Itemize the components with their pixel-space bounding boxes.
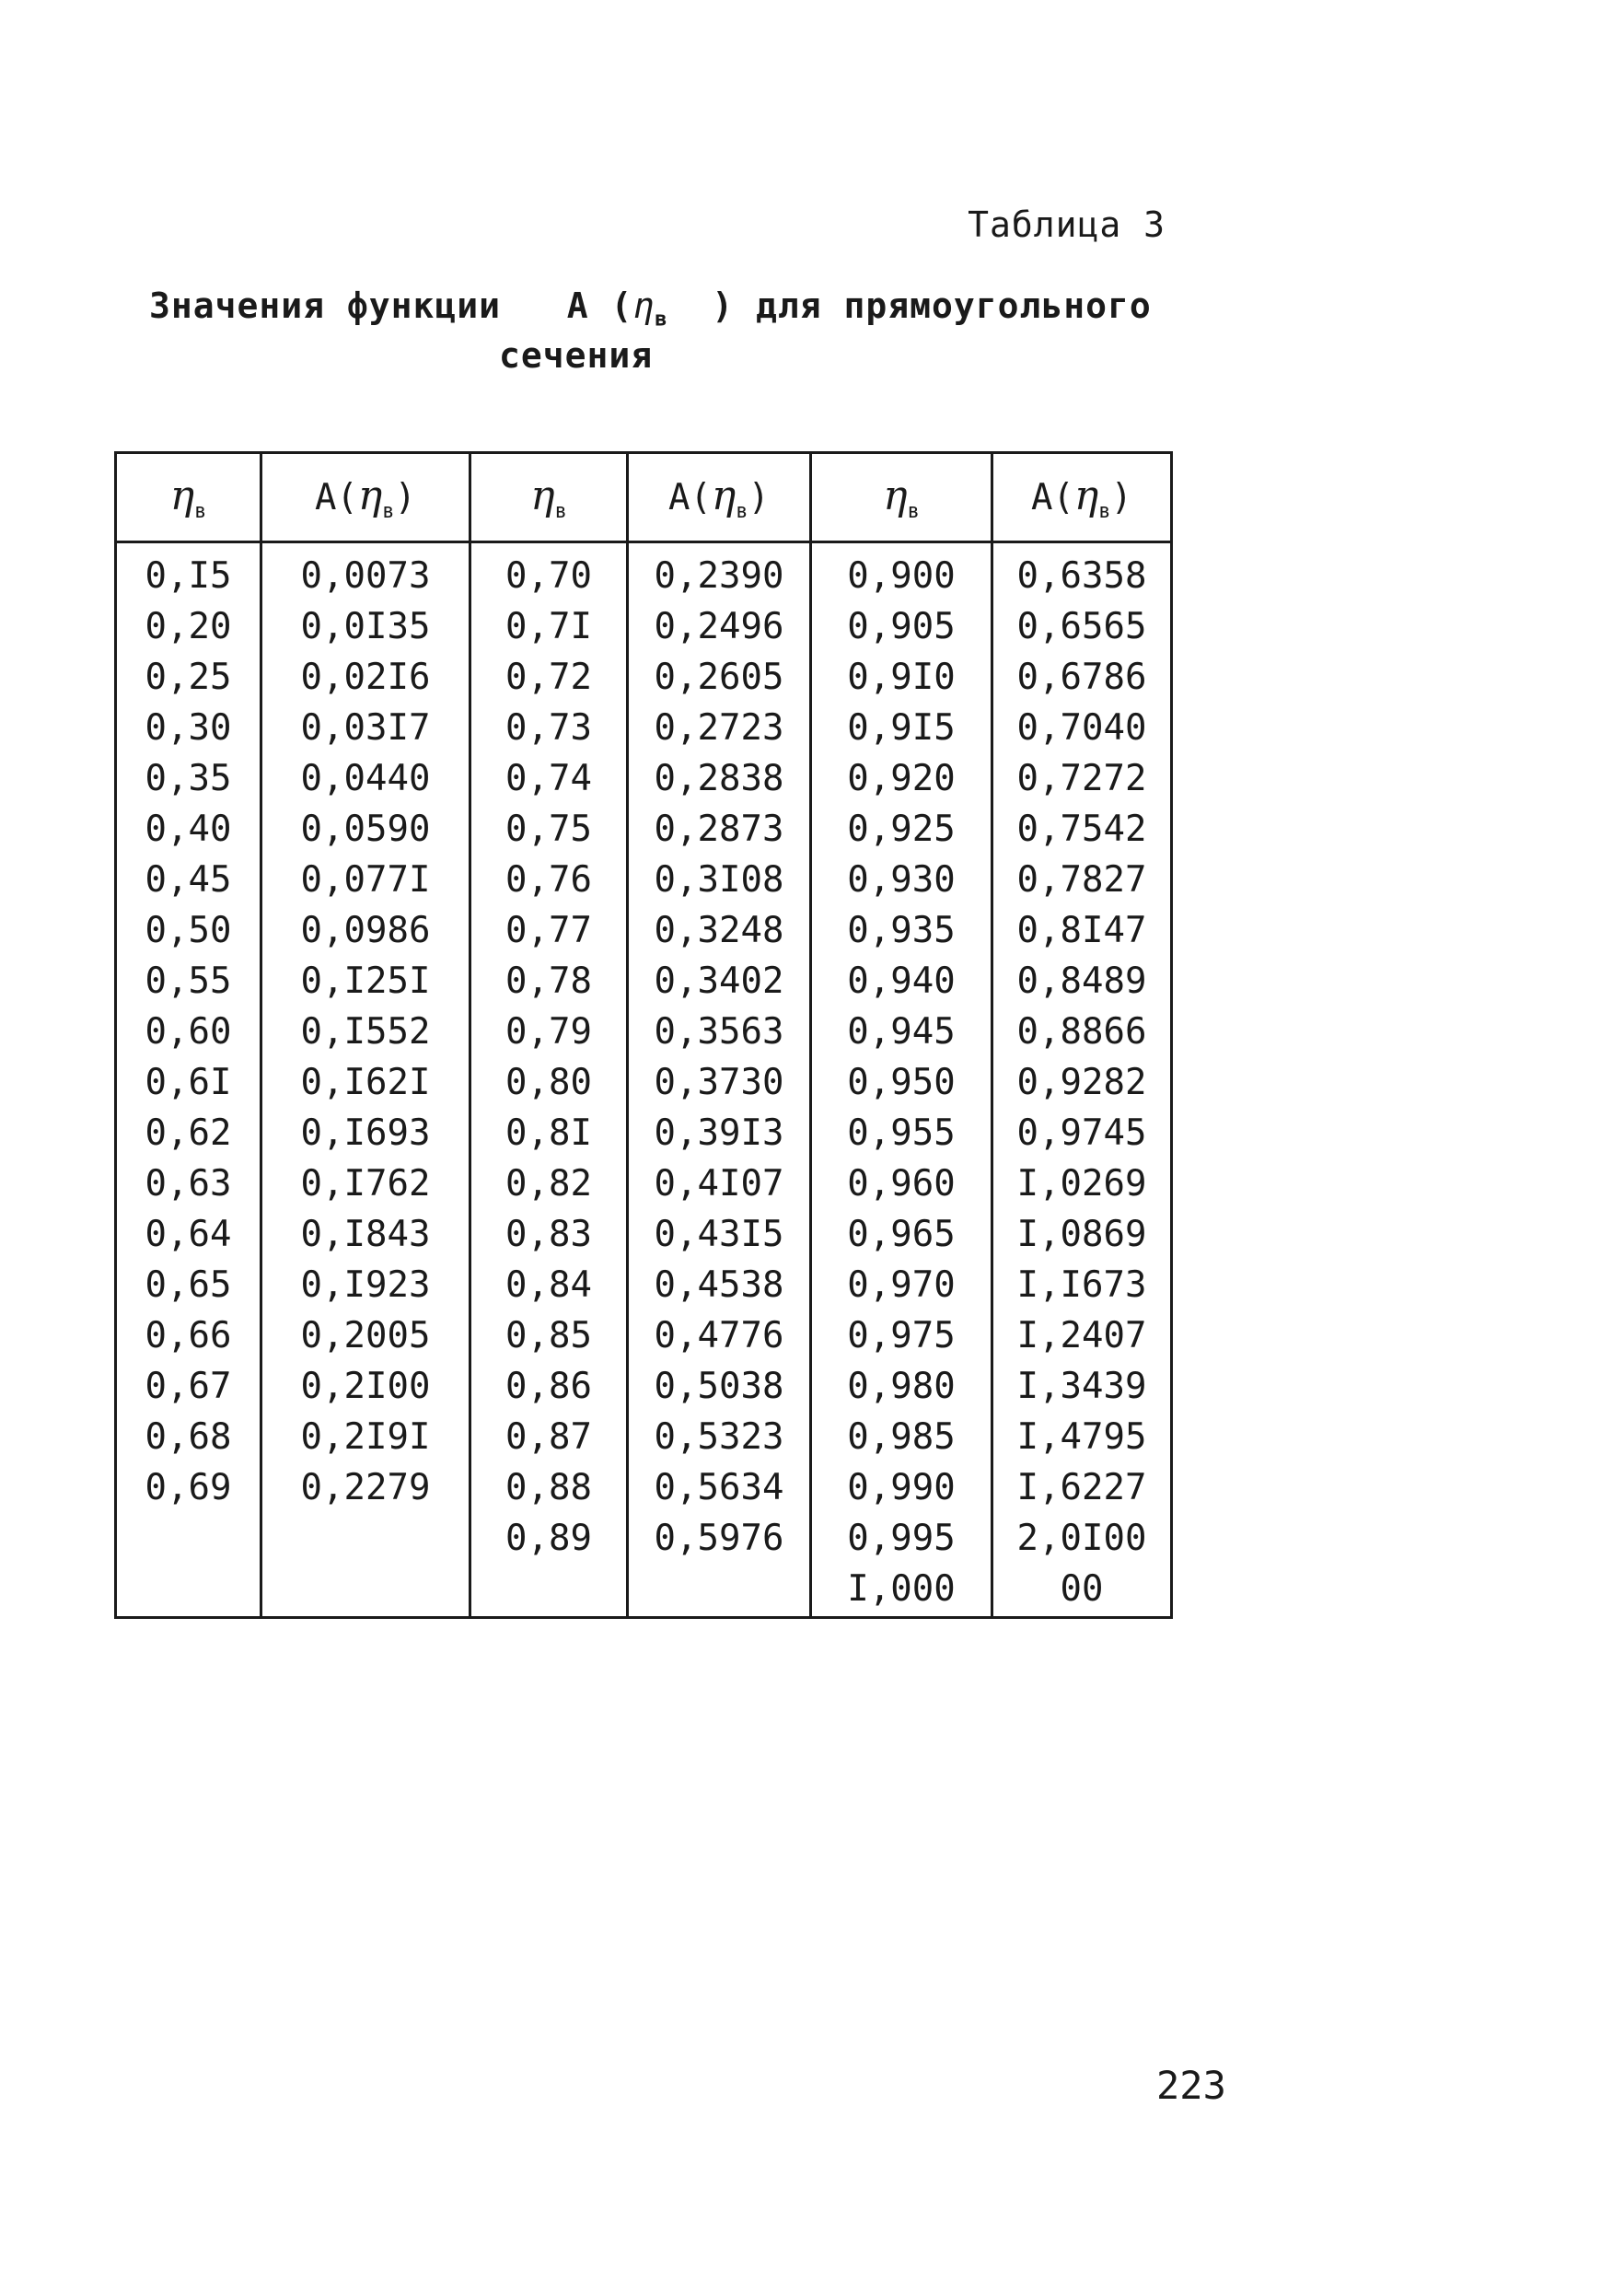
table-cell: 0,67 [116, 1361, 261, 1412]
table-cell [261, 1564, 470, 1618]
table-cell: I,3439 [992, 1361, 1172, 1412]
table-row [116, 1412, 1172, 1462]
table-cell: 0,43I5 [628, 1209, 811, 1260]
table-cell: I,6227 [992, 1462, 1172, 1513]
table-cell: 0,03I7 [261, 703, 470, 753]
table-cell: 0,I762 [261, 1158, 470, 1209]
table-cell: 0,945 [811, 1007, 992, 1057]
table-cell: 0,3248 [628, 905, 811, 956]
table-label: Таблица 3 [968, 204, 1166, 245]
table-row [116, 1564, 1172, 1618]
column-header-eta-symbol: η [357, 471, 383, 519]
table-cell: 0,7827 [992, 855, 1172, 905]
column-header-3: $A(\eta_в)$ [628, 453, 811, 542]
table-cell: 0,8I [470, 1108, 628, 1158]
table-cell: 0,9282 [992, 1057, 1172, 1108]
table-row [116, 1462, 1172, 1513]
title-eta-subscript: в [655, 308, 668, 332]
column-header-subscript: в [1098, 499, 1111, 523]
table-cell: 0,I5 [116, 542, 261, 602]
table-cell: 0,73 [470, 703, 628, 753]
table-cell: 0,905 [811, 601, 992, 652]
table-cell: 0,77 [470, 905, 628, 956]
table-cell: 2,0I00 [992, 1513, 1172, 1564]
table-cell: 0,2605 [628, 652, 811, 703]
table-cell: 0,0440 [261, 753, 470, 804]
column-header-subscript: в [907, 499, 920, 523]
table-cell: 0,8489 [992, 956, 1172, 1007]
column-header-subscript: в [736, 499, 748, 523]
table-cell: 0,5038 [628, 1361, 811, 1412]
table-cell: 0,0I35 [261, 601, 470, 652]
table-cell: 0,7I [470, 601, 628, 652]
table-cell: 0,82 [470, 1158, 628, 1209]
title-func: A [566, 285, 589, 326]
table-cell: 0,6I [116, 1057, 261, 1108]
table-cell: 0,0073 [261, 542, 470, 602]
table-cell: 0,9745 [992, 1108, 1172, 1158]
table-cell: 0,35 [116, 753, 261, 804]
table-cell: 0,4I07 [628, 1158, 811, 1209]
table-cell: 0,64 [116, 1209, 261, 1260]
table-cell: 0,975 [811, 1310, 992, 1361]
table-cell: I,4795 [992, 1412, 1172, 1462]
table-cell: 0,68 [116, 1412, 261, 1462]
table-row [116, 1209, 1172, 1260]
table-cell: 0,I552 [261, 1007, 470, 1057]
table-cell: 0,9I0 [811, 652, 992, 703]
table-cell: 0,3563 [628, 1007, 811, 1057]
table-cell: 0,69 [116, 1462, 261, 1513]
table-cell: 0,02I6 [261, 652, 470, 703]
title-eta-symbol: η [632, 285, 655, 326]
table-cell: 0,6358 [992, 542, 1172, 602]
column-header-subscript: в [382, 499, 395, 523]
table-cell: 0,72 [470, 652, 628, 703]
table-cell: 0,39I3 [628, 1108, 811, 1158]
column-header-4 [811, 453, 992, 542]
table-header-row [116, 453, 1172, 542]
table-cell: 0,79 [470, 1007, 628, 1057]
table-cell: 0,077I [261, 855, 470, 905]
table-row [116, 703, 1172, 753]
table-cell: 0,5634 [628, 1462, 811, 1513]
table-cell: 0,2838 [628, 753, 811, 804]
table-cell: 0,74 [470, 753, 628, 804]
table-cell: 0,50 [116, 905, 261, 956]
column-header-2 [470, 453, 628, 542]
table-cell: 0,995 [811, 1513, 992, 1564]
column-header-prefix: A( [667, 476, 712, 518]
table-cell: 0,2496 [628, 601, 811, 652]
table-cell: 0,5976 [628, 1513, 811, 1564]
table-row [116, 542, 1172, 602]
table-cell: 0,980 [811, 1361, 992, 1412]
table-cell: 0,76 [470, 855, 628, 905]
table-cell: 0,950 [811, 1057, 992, 1108]
table-cell: 0,55 [116, 956, 261, 1007]
table-cell: 0,900 [811, 542, 992, 602]
table-row [116, 1260, 1172, 1310]
column-header-1: $A(\eta_в)$ [261, 453, 470, 542]
title-line2: сечения [499, 334, 654, 376]
column-header-subscript: в [554, 499, 567, 523]
table-cell: 0,2723 [628, 703, 811, 753]
table-row [116, 601, 1172, 652]
table-cell: 0,920 [811, 753, 992, 804]
values-table [114, 451, 1173, 1619]
table-cell [628, 1564, 811, 1618]
table-cell: 0,990 [811, 1462, 992, 1513]
table-cell: I,0269 [992, 1158, 1172, 1209]
table-cell [261, 1513, 470, 1564]
table-cell: 0,I25I [261, 956, 470, 1007]
table-cell: 0,63 [116, 1158, 261, 1209]
column-header-prefix: A( [314, 476, 358, 518]
table-cell: 0,80 [470, 1057, 628, 1108]
table-row [116, 855, 1172, 905]
table-cell: 0,84 [470, 1260, 628, 1310]
table-cell: 0,960 [811, 1158, 992, 1209]
table-row [116, 1361, 1172, 1412]
table-row [116, 1158, 1172, 1209]
table-cell: 0,3402 [628, 956, 811, 1007]
table-cell: 0,I693 [261, 1108, 470, 1158]
table-cell: 00 [992, 1564, 1172, 1618]
table-cell: 0,2279 [261, 1462, 470, 1513]
table-row [116, 1310, 1172, 1361]
table-cell: 0,70 [470, 542, 628, 602]
table-cell: 0,2873 [628, 804, 811, 855]
table-cell: 0,2390 [628, 542, 811, 602]
table-cell: 0,2005 [261, 1310, 470, 1361]
table-cell: I,0869 [992, 1209, 1172, 1260]
table-cell: 0,87 [470, 1412, 628, 1462]
title-suffix: для прямоугольного [756, 285, 1152, 326]
column-header-prefix: A( [1030, 476, 1074, 518]
table-cell: 0,45 [116, 855, 261, 905]
table-row [116, 1108, 1172, 1158]
table-row [116, 1007, 1172, 1057]
column-header-eta-symbol: η [169, 471, 195, 519]
table-row [116, 1057, 1172, 1108]
table-cell: 0,935 [811, 905, 992, 956]
table-cell: 0,60 [116, 1007, 261, 1057]
table-cell: 0,86 [470, 1361, 628, 1412]
table-cell: 0,930 [811, 855, 992, 905]
table-body [116, 542, 1172, 1618]
table-cell: I,2407 [992, 1310, 1172, 1361]
table-cell: 0,85 [470, 1310, 628, 1361]
table-cell [470, 1564, 628, 1618]
table-cell: 0,I843 [261, 1209, 470, 1260]
column-header-eta-symbol: η [711, 471, 737, 519]
table-row [116, 956, 1172, 1007]
table-cell: 0,2I9I [261, 1412, 470, 1462]
table-row [116, 1513, 1172, 1564]
table-row [116, 753, 1172, 804]
table-cell: 0,7272 [992, 753, 1172, 804]
table-cell: 0,88 [470, 1462, 628, 1513]
table-cell: 0,3I08 [628, 855, 811, 905]
table-cell: 0,0986 [261, 905, 470, 956]
table-cell: 0,8866 [992, 1007, 1172, 1057]
table-cell: 0,20 [116, 601, 261, 652]
table-cell: 0,I923 [261, 1260, 470, 1310]
table-cell: 0,6786 [992, 652, 1172, 703]
table-cell: 0,955 [811, 1108, 992, 1158]
table-cell: 0,4538 [628, 1260, 811, 1310]
column-header-eta-symbol: η [530, 471, 555, 519]
table-row [116, 905, 1172, 956]
table-cell: 0,7040 [992, 703, 1172, 753]
column-header-5: $A(\eta_в)$ [992, 453, 1172, 542]
table-cell: 0,925 [811, 804, 992, 855]
table-cell [116, 1564, 261, 1618]
table-cell: 0,40 [116, 804, 261, 855]
table-cell: 0,I62I [261, 1057, 470, 1108]
table-cell: 0,3730 [628, 1057, 811, 1108]
column-header-eta-symbol: η [883, 471, 908, 519]
table-title: Значения функции A ($\eta_в$ ) для прямоугольного сечения [149, 285, 1152, 376]
table-cell: 0,6565 [992, 601, 1172, 652]
table-cell: I,I673 [992, 1260, 1172, 1310]
table-cell: 0,83 [470, 1209, 628, 1260]
table-cell: I,000 [811, 1564, 992, 1618]
table-cell: 0,940 [811, 956, 992, 1007]
table-cell: 0,965 [811, 1209, 992, 1260]
table-cell: 0,8I47 [992, 905, 1172, 956]
table-cell: 0,970 [811, 1260, 992, 1310]
table-cell: 0,9I5 [811, 703, 992, 753]
table-cell: 0,62 [116, 1108, 261, 1158]
column-header-subscript: в [194, 499, 207, 523]
table-cell: 0,4776 [628, 1310, 811, 1361]
table-row [116, 804, 1172, 855]
table-cell: 0,7542 [992, 804, 1172, 855]
table-cell: 0,66 [116, 1310, 261, 1361]
table-cell: 0,65 [116, 1260, 261, 1310]
column-header-0 [116, 453, 261, 542]
table-cell: 0,30 [116, 703, 261, 753]
table-cell: 0,75 [470, 804, 628, 855]
table-cell: 0,89 [470, 1513, 628, 1564]
table-cell: 0,2I00 [261, 1361, 470, 1412]
table-row [116, 652, 1172, 703]
page-number: 223 [1156, 2063, 1226, 2108]
table-cell [116, 1513, 261, 1564]
table-cell: 0,25 [116, 652, 261, 703]
table-cell: 0,78 [470, 956, 628, 1007]
table-cell: 0,0590 [261, 804, 470, 855]
column-header-eta-symbol: η [1073, 471, 1099, 519]
table-cell: 0,985 [811, 1412, 992, 1462]
title-prefix: Значения функции [149, 285, 502, 326]
table-cell: 0,5323 [628, 1412, 811, 1462]
